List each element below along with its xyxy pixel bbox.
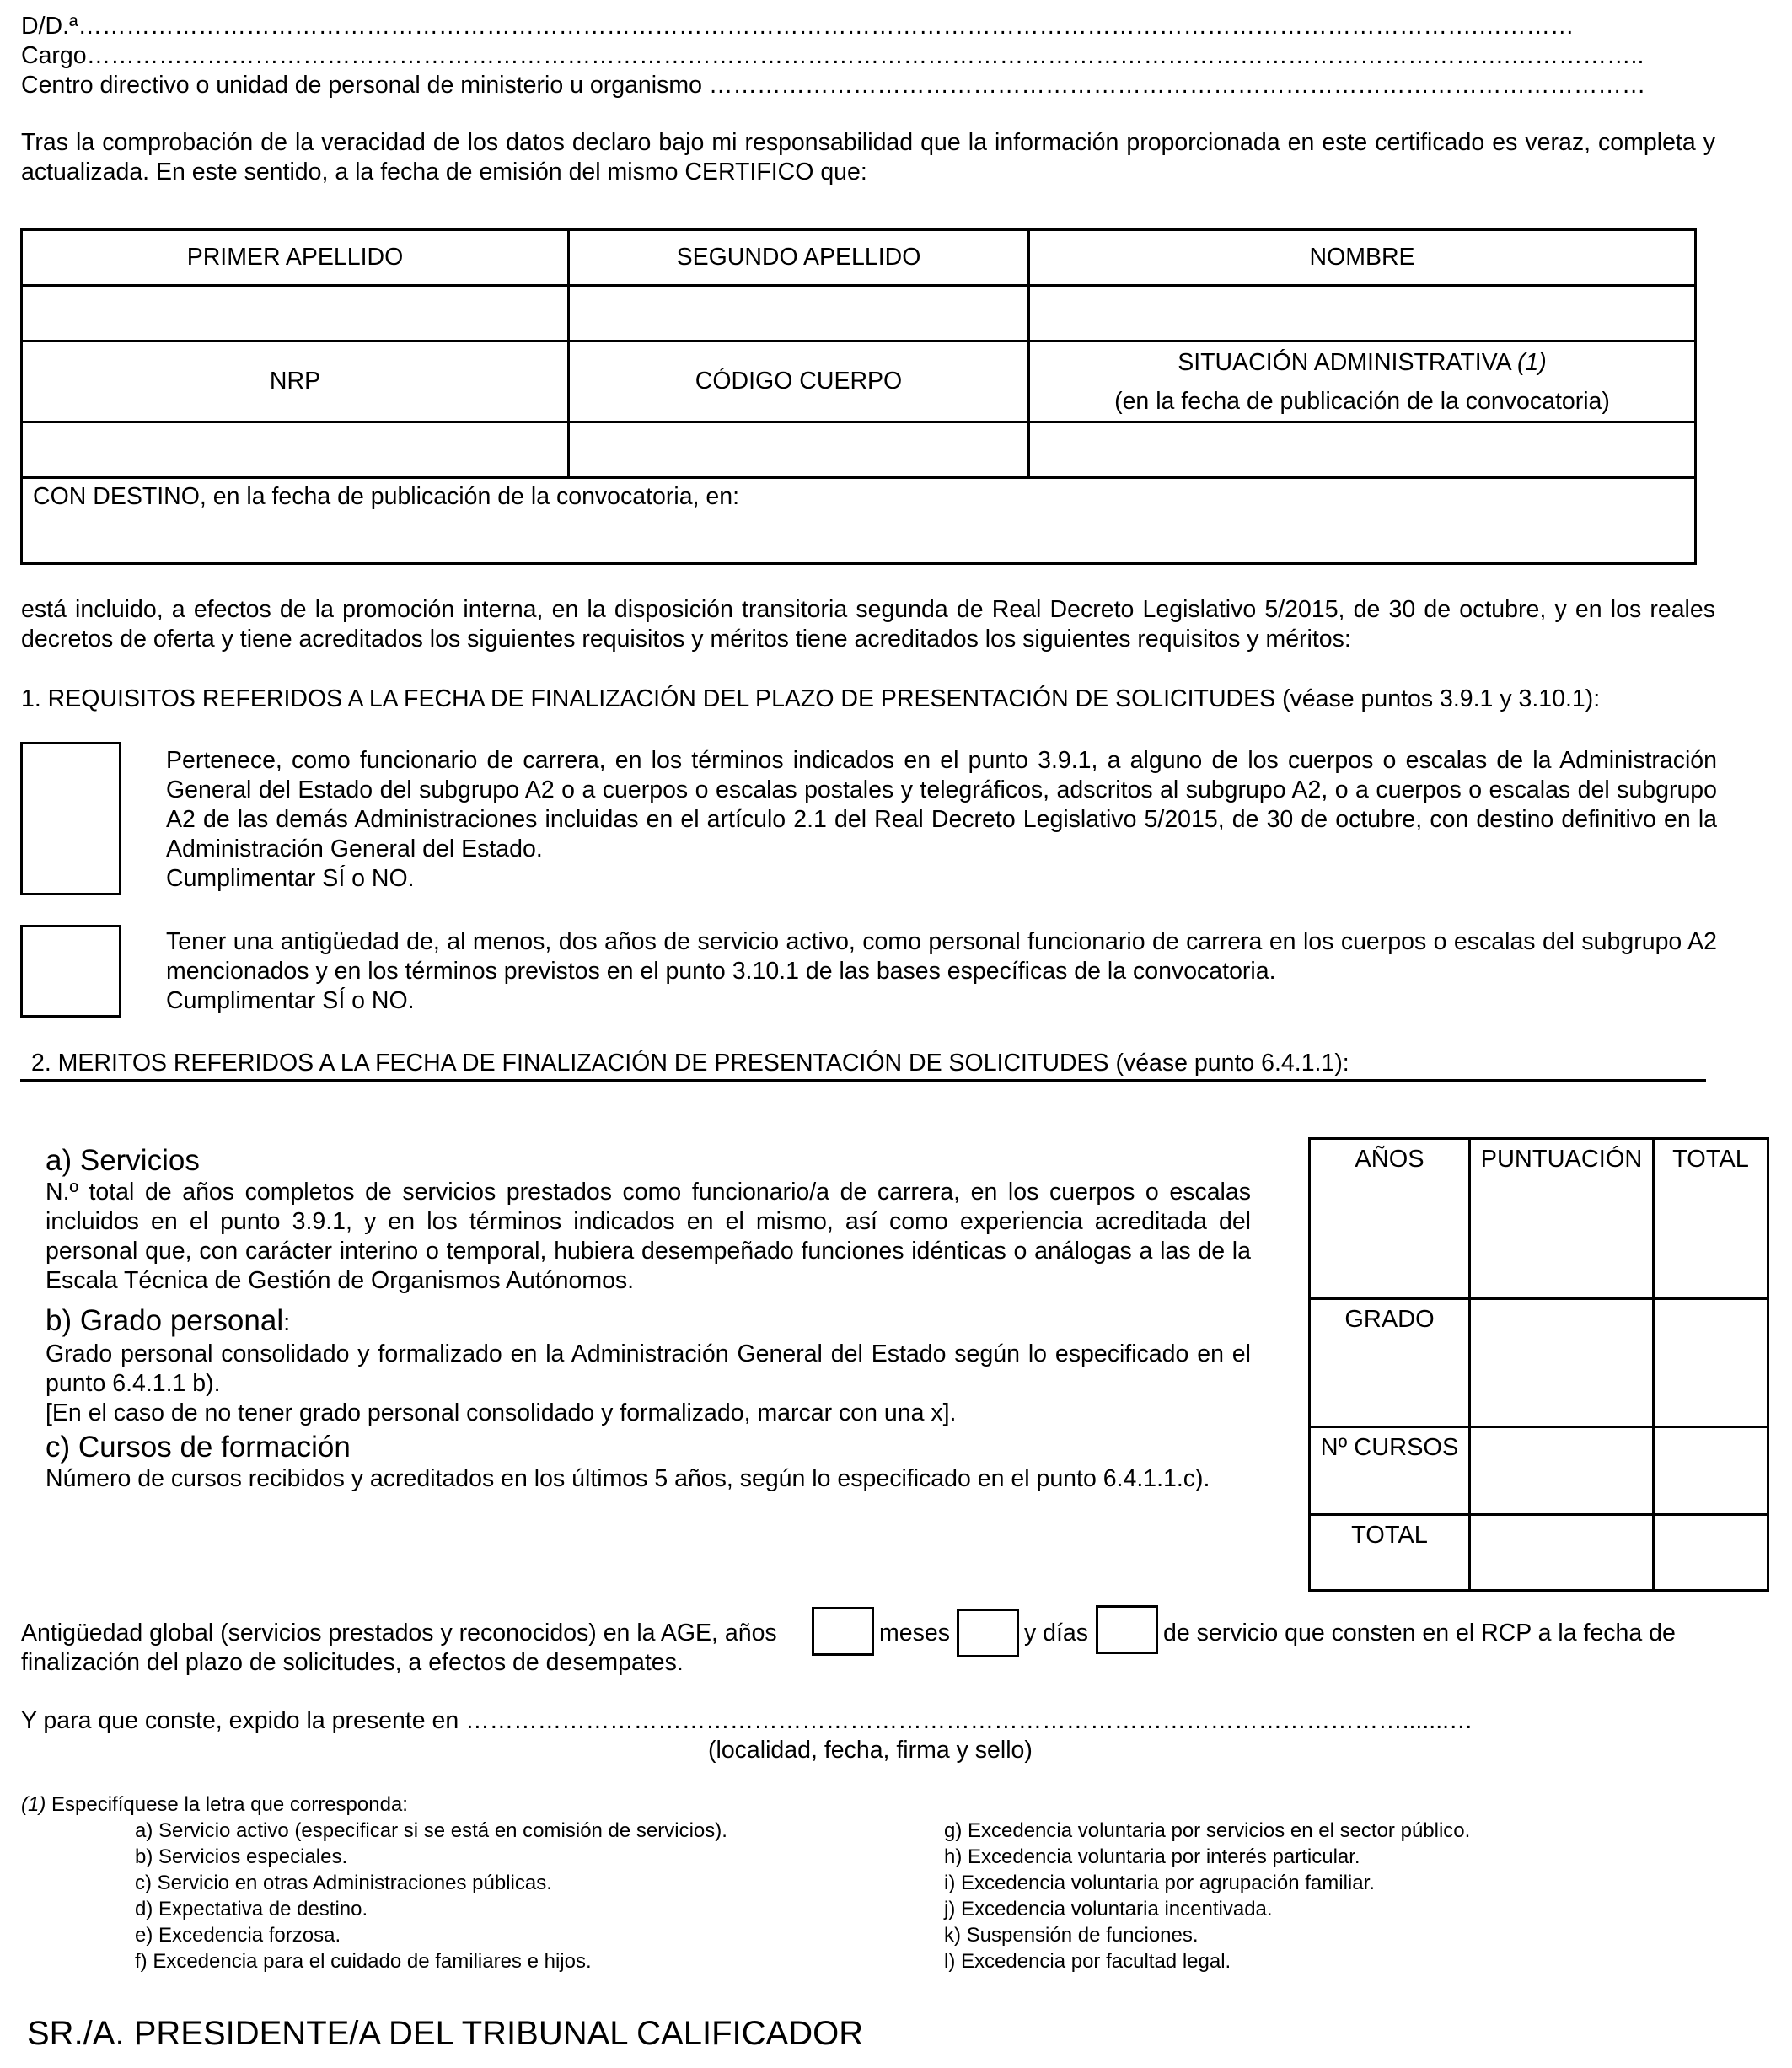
grado-puntuacion-field[interactable]	[1470, 1299, 1654, 1427]
nombre-header: NOMBRE	[1029, 230, 1696, 286]
antiguedad-text-1: Antigüedad global (servicios prestados y reconocidos) en la AGE, años	[21, 1619, 777, 1646]
requisito-1-instruction: Cumplimentar SÍ o NO.	[166, 865, 415, 892]
footnote-item: g) Excedencia voluntaria por servicios en el sector público.	[944, 1819, 1471, 1842]
requisito-2-instruction: Cumplimentar SÍ o NO.	[166, 987, 415, 1014]
nrp-field[interactable]	[22, 422, 569, 478]
footnote-item: a) Servicio activo (especificar si se está en comisión de servicios).	[135, 1819, 727, 1842]
puntuacion-label: PUNTUACIÓN	[1480, 1146, 1643, 1173]
codigo-cuerpo-header: CÓDIGO CUERPO	[569, 341, 1029, 422]
antiguedad-meses-box[interactable]	[957, 1609, 1019, 1657]
footnote-intro-text: Especifíquese la letra que corresponda:	[51, 1793, 408, 1816]
cursos-puntuacion-field[interactable]	[1470, 1427, 1654, 1515]
anos-label: AÑOS	[1355, 1146, 1424, 1173]
cargo-line[interactable]: Cargo…………………………………………………………………………………………………………………………………………………………….……………..	[21, 42, 1644, 69]
antiguedad-meses-label: meses	[879, 1619, 950, 1646]
footnote-item: c) Servicio en otras Administraciones públicas.	[135, 1872, 552, 1894]
grado-label: GRADO	[1344, 1306, 1435, 1333]
requisito-2-description: Tener una antigüedad de, al menos, dos años de servicio activo, como personal funcionario de carrera en los cuerpos o escalas del subgrupo A2 mencionados y en los términos previstos en el punto 3.10.1 de las bases específicas de la convocatoria.	[166, 928, 1717, 985]
footnote-item: l) Excedencia por facultad legal.	[944, 1950, 1231, 1973]
antiguedad-text-2: de servicio que consten en el RCP a la fecha de	[1163, 1619, 1676, 1646]
grado-total-field[interactable]	[1654, 1299, 1768, 1427]
total-col-label: TOTAL	[1672, 1146, 1749, 1173]
intro-paragraph: Tras la comprobación de la veracidad de los datos declaro bajo mi responsabilidad que la información proporcionada en este certificado es veraz, completa y actualizada. En este sentido, a la fecha de emisión del mismo CERTIFICO que:	[21, 129, 1715, 185]
merit-c-block	[46, 1431, 1251, 1494]
cursos-total-field[interactable]	[1654, 1427, 1768, 1515]
merit-b-block	[46, 1304, 1251, 1428]
requisito-2-checkbox[interactable]	[20, 925, 121, 1018]
segundo-apellido-field[interactable]	[569, 286, 1029, 341]
footnote-marker: (1)	[21, 1793, 46, 1816]
merit-b-title: b) Grado personal	[46, 1304, 284, 1337]
codigo-cuerpo-field[interactable]	[569, 422, 1029, 478]
con-destino-field[interactable]	[22, 478, 1696, 564]
centro-directivo-line[interactable]: Centro directivo o unidad de personal de ministerio u organismo ………………………………………………………………………………………………………	[21, 72, 1646, 99]
antiguedad-anos-box[interactable]	[812, 1607, 874, 1656]
requisito-2-text	[166, 927, 1717, 1016]
expido-sub: (localidad, fecha, firma y sello)	[708, 1737, 1033, 1764]
addressee-title: SR./A. PRESIDENTE/A DEL TRIBUNAL CALIFICADOR	[27, 2015, 864, 2052]
con-destino-label: CON DESTINO, en la fecha de publicación de la convocatoria, en:	[33, 483, 740, 510]
primer-apellido-field[interactable]	[22, 286, 569, 341]
nombre-field[interactable]	[1029, 286, 1696, 341]
footnote-item: b) Servicios especiales.	[135, 1845, 348, 1868]
footnote-item: h) Excedencia voluntaria por interés particular.	[944, 1845, 1360, 1868]
total-row-label: TOTAL	[1351, 1522, 1428, 1549]
segundo-apellido-header: SEGUNDO APELLIDO	[569, 230, 1029, 286]
score-table	[1308, 1137, 1769, 1592]
puntuacion-header[interactable]	[1470, 1139, 1654, 1299]
primer-apellido-header: PRIMER APELLIDO	[22, 230, 569, 286]
merit-c-text: Número de cursos recibidos y acreditados en los últimos 5 años, según lo especificado en el punto 6.4.1.1.c).	[46, 1465, 1210, 1492]
merit-b-note: [En el caso de no tener grado personal consolidado y formalizado, marcar con una x].	[46, 1399, 957, 1426]
requisito-1-text	[166, 746, 1717, 894]
requisitos-heading: 1. REQUISITOS REFERIDOS A LA FECHA DE FINALIZACIÓN DEL PLAZO DE PRESENTACIÓN DE SOLICITUDES (véase puntos 3.9.1 y 3.10.1):	[21, 685, 1601, 712]
footnote-item: i) Excedencia voluntaria por agrupación familiar.	[944, 1872, 1375, 1894]
meritos-divider	[20, 1079, 1706, 1082]
identity-table	[20, 228, 1697, 565]
dd-line[interactable]: D/D.ª………………………………………………………………………………………………………………………………………………………….…………	[21, 13, 1575, 40]
expido-line[interactable]: Y para que conste, expido la presente en ……………………………………………………………………………………………………….......…	[21, 1707, 1473, 1734]
requisito-1-checkbox[interactable]	[20, 742, 121, 895]
antiguedad-dias-box[interactable]	[1096, 1605, 1158, 1654]
nrp-header: NRP	[22, 341, 569, 422]
merit-a-title: a) Servicios	[46, 1144, 200, 1177]
cursos-label: Nº CURSOS	[1320, 1434, 1459, 1461]
footnote-item: e) Excedencia forzosa.	[135, 1924, 341, 1947]
antiguedad-dias-label: y días	[1024, 1619, 1089, 1646]
merit-b-text: Grado personal consolidado y formalizado en la Administración General del Estado según lo especificado en el punto 6.4.1.1 b).	[46, 1340, 1251, 1397]
situacion-footnote-ref: (1)	[1516, 348, 1547, 376]
merit-b-colon: :	[283, 1309, 291, 1336]
total-header[interactable]	[1654, 1139, 1768, 1299]
total-total-field[interactable]	[1654, 1515, 1768, 1591]
anos-cell[interactable]	[1310, 1139, 1470, 1299]
situacion-label: SITUACIÓN ADMINISTRATIVA	[1178, 348, 1511, 376]
footnote-item: k) Suspensión de funciones.	[944, 1924, 1199, 1947]
meritos-heading: 2. MERITOS REFERIDOS A LA FECHA DE FINALIZACIÓN DE PRESENTACIÓN DE SOLICITUDES (véase punto 6.4.1.1):	[31, 1050, 1349, 1077]
situacion-header	[1029, 341, 1696, 422]
footnote-item: j) Excedencia voluntaria incentivada.	[944, 1898, 1273, 1920]
footnote-right-column	[944, 1818, 1470, 1974]
cursos-cell[interactable]	[1310, 1427, 1470, 1515]
total-puntuacion-field[interactable]	[1470, 1515, 1654, 1591]
antiguedad-text-3: finalización del plazo de solicitudes, a efectos de desempates.	[21, 1649, 684, 1676]
merit-a-text: N.º total de años completos de servicios prestados como funcionario/a de carrera, en los cuerpos o escalas incluidos en el punto 3.9.1, y en los términos indicados en el mismo, así como experiencia acreditada del personal que, con carácter interino o temporal, hubiera desempeñado funciones idénticas o análogas a las de la Escala Técnica de Gestión de Organismos Autónomos.	[46, 1179, 1251, 1294]
requisito-1-description: Pertenece, como funcionario de carrera, en los términos indicados en el punto 3.9.1, a alguno de los cuerpos o escalas de la Administración General del Estado del subgrupo A2 o a cuerpos o escalas postales y telegráficos, adscritos al subgrupo A2, o a cuerpos o escalas del subgrupo A2 de las demás Administraciones incluidas en el artículo 2.1 del Real Decreto Legislativo 5/2015, de 30 de octubre, con destino definitivo en la Administración General del Estado.	[166, 747, 1717, 862]
situacion-field[interactable]	[1029, 422, 1696, 478]
grado-cell[interactable]	[1310, 1299, 1470, 1427]
incluido-paragraph: está incluido, a efectos de la promoción interna, en la disposición transitoria segunda de Real Decreto Legislativo 5/2015, de 30 de octubre, y en los reales decretos de oferta y tiene acreditados los siguientes requisitos y méritos tiene acreditados los siguientes requisitos y méritos:	[21, 596, 1715, 653]
footnote-item: d) Expectativa de destino.	[135, 1898, 368, 1920]
merit-c-title: c) Cursos de formación	[46, 1431, 351, 1464]
merit-a-block	[46, 1144, 1251, 1296]
total-row-cell	[1310, 1515, 1470, 1591]
situacion-note: (en la fecha de publicación de la convocatoria)	[1114, 387, 1610, 415]
footnote-item: f) Excedencia para el cuidado de familiares e hijos.	[135, 1950, 592, 1973]
footnote-intro	[21, 1791, 408, 1818]
footnote-left-column	[135, 1818, 727, 1974]
